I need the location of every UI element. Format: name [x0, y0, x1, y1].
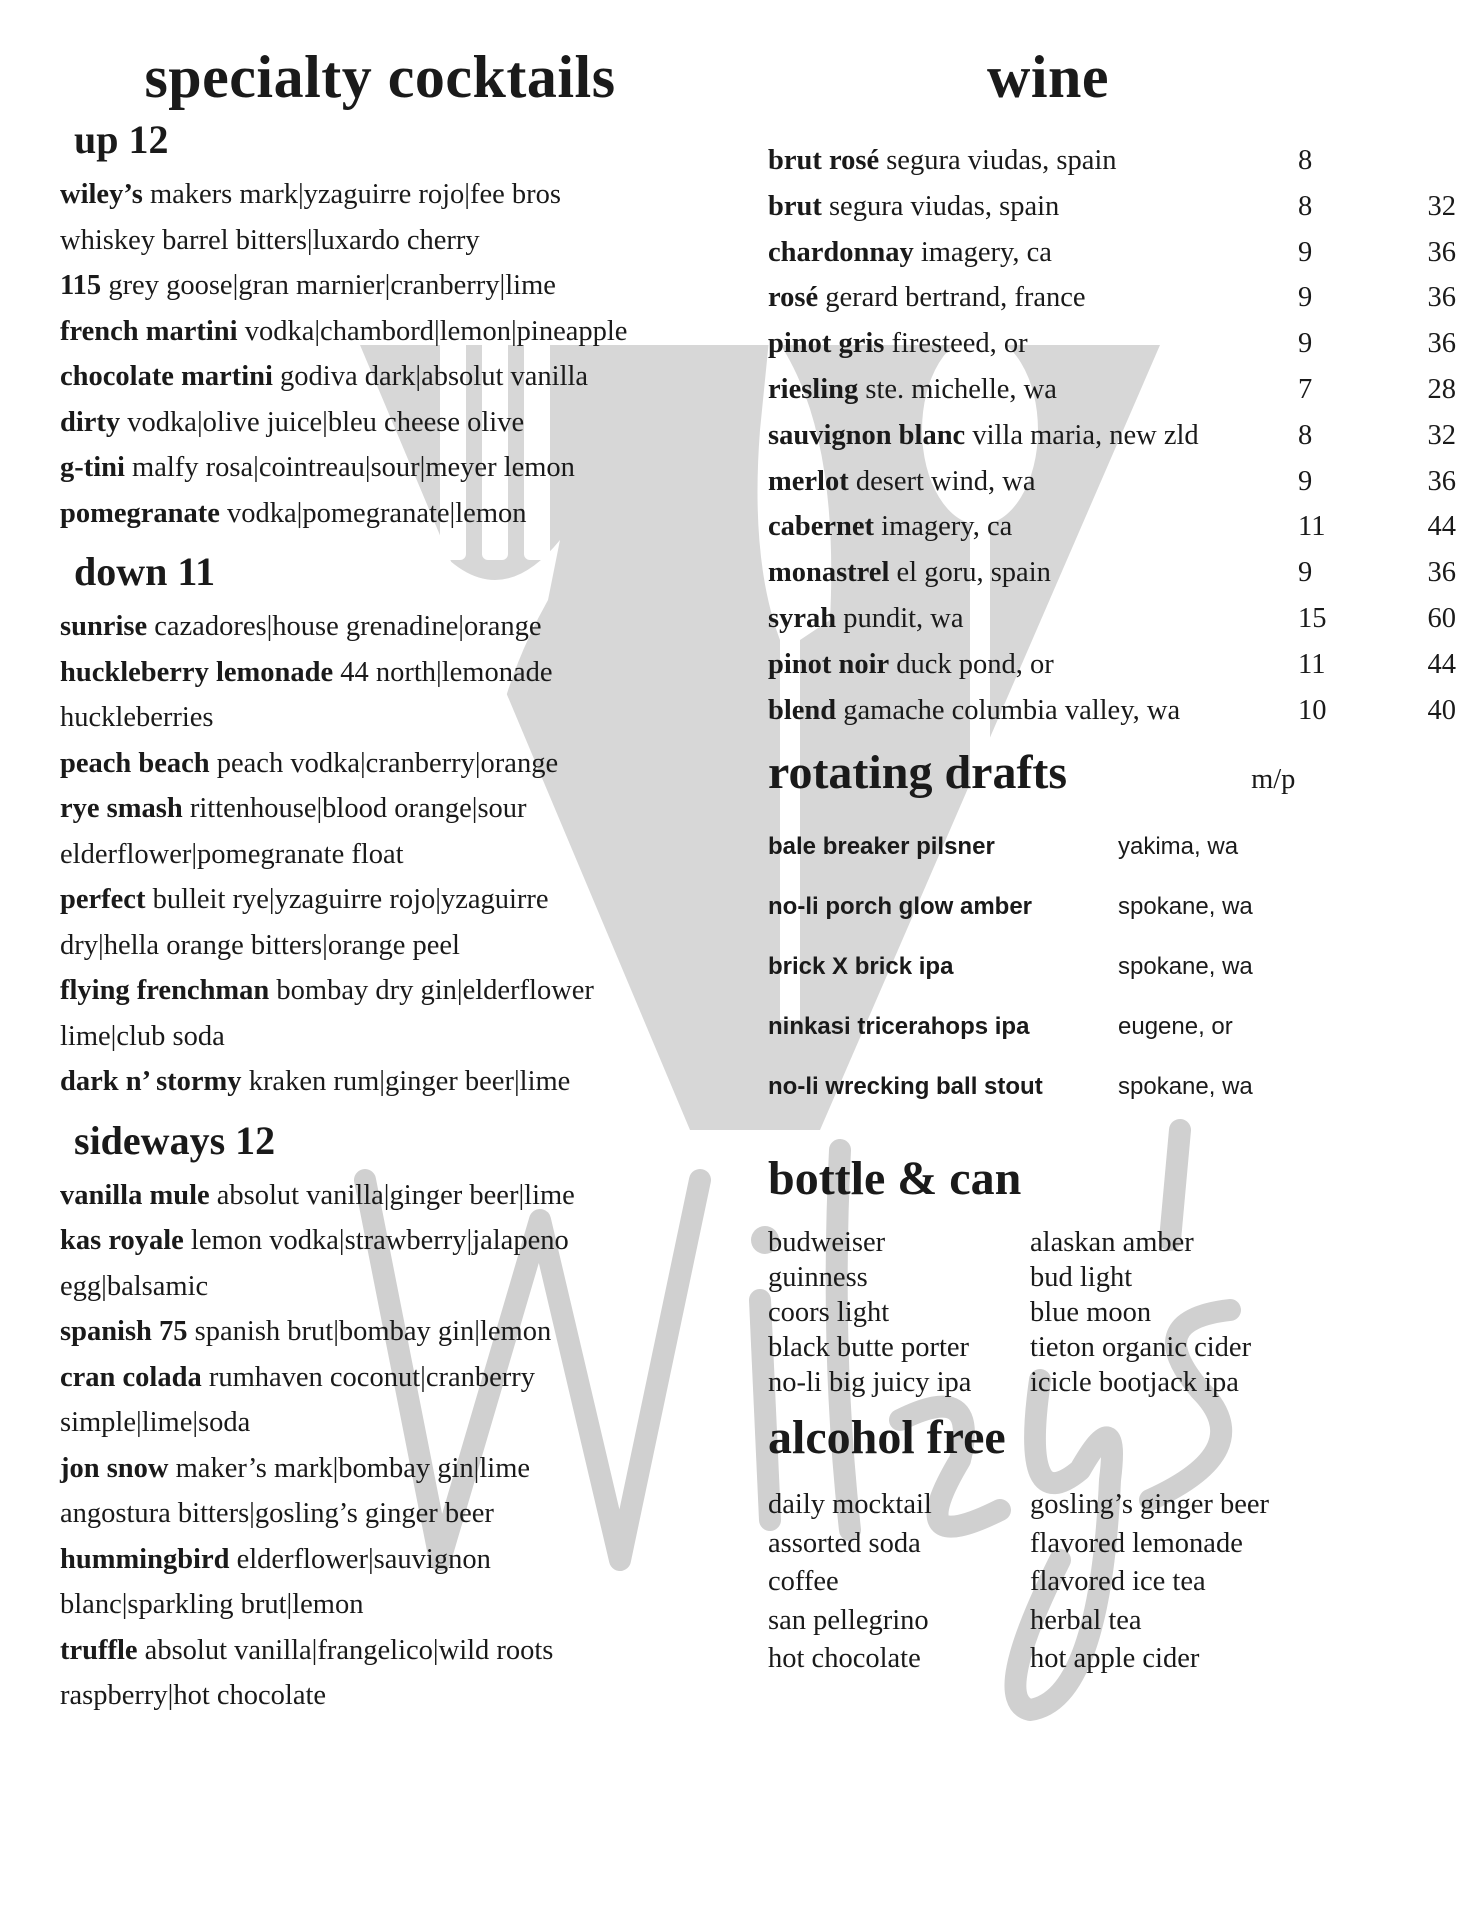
cocktail-ingredients: makers mark|yzaguirre rojo|fee bros	[142, 179, 561, 210]
list-item: san pellegrino	[768, 1604, 929, 1636]
wine-item	[768, 504, 1458, 550]
draft-name: bale breaker pilsner	[768, 833, 995, 861]
cocktail-name: huckleberry lemonade	[60, 656, 334, 688]
cocktail-name: hummingbird	[60, 1543, 230, 1575]
wine-item	[768, 413, 1458, 459]
wine-item	[768, 596, 1458, 642]
cocktail-ingredients: kraken rum|ginger beer|lime	[241, 1066, 571, 1097]
drafts-price: m/p	[1251, 764, 1296, 796]
wine-producer: gerard bertrand, france	[818, 282, 1086, 314]
list-item: coors light	[768, 1297, 890, 1329]
draft-item	[768, 1057, 1458, 1117]
wine-desc	[768, 184, 1298, 230]
draft-item	[768, 877, 1458, 937]
wine-producer: el goru, spain	[889, 557, 1051, 589]
cocktail-ingredients: vodka|chambord|lemon|pineapple	[237, 315, 628, 347]
wine-desc	[768, 504, 1298, 550]
cocktail-line	[60, 400, 740, 446]
wine-desc	[768, 230, 1298, 276]
draft-location: eugene, or	[1118, 1013, 1233, 1041]
cocktail-line	[60, 1673, 740, 1719]
wine-varietal: pinot noir	[768, 648, 890, 680]
list-item: coffee	[768, 1566, 839, 1598]
cocktail-line	[60, 1628, 740, 1674]
wine-producer: desert wind, wa	[848, 465, 1036, 497]
draft-name: no-li wrecking ball stout	[768, 1073, 1043, 1101]
wine-varietal: brut	[768, 190, 822, 222]
cocktail-name: cran colada	[60, 1361, 202, 1393]
section-name: down	[74, 549, 168, 594]
cocktail-ingredients: raspberry|hot chocolate	[60, 1680, 327, 1711]
wine-list	[768, 138, 1458, 733]
cocktail-name: peach beach	[60, 747, 210, 779]
wine-producer: villa maria, new zld	[965, 419, 1199, 451]
wine-varietal: riesling	[768, 373, 859, 405]
draft-name: brick X brick ipa	[768, 953, 954, 981]
wine-glass-price: 10	[1298, 694, 1327, 726]
list-item: herbal tea	[1030, 1604, 1142, 1636]
cocktail-line	[60, 1309, 740, 1355]
wine-glass-price: 7	[1298, 373, 1313, 405]
wine-glass-price: 9	[1298, 282, 1313, 314]
section-price: 12	[128, 117, 169, 162]
cocktail-section	[60, 546, 740, 1105]
draft-item	[768, 937, 1458, 997]
wine-item	[768, 459, 1458, 505]
wine-glass-price: 9	[1298, 465, 1313, 497]
cocktail-line	[60, 309, 740, 355]
cocktail-ingredients: blanc|sparkling brut|lemon	[60, 1589, 364, 1620]
wine-bottle-price: 40	[1427, 694, 1456, 726]
wine-desc	[768, 321, 1298, 367]
wine-bottle-price: 36	[1427, 328, 1456, 360]
cocktail-ingredients: rittenhouse|blood orange|sour	[182, 793, 527, 824]
cocktail-line	[60, 1173, 740, 1219]
cocktails-column	[60, 40, 740, 1729]
cocktail-ingredients: grey goose|gran marnier|cranberry|lime	[101, 270, 556, 301]
cocktail-ingredients: absolut vanilla|frangelico|wild roots	[137, 1634, 554, 1666]
list-item: budweiser	[768, 1227, 886, 1259]
cocktail-line	[60, 263, 740, 309]
wine-bottle-price: 32	[1427, 190, 1456, 222]
list-item: daily mocktail	[768, 1489, 932, 1521]
cocktail-name: dark n’ stormy	[60, 1066, 242, 1097]
cocktail-name: rye smash	[60, 793, 183, 824]
list-item: no-li big juicy ipa	[768, 1367, 972, 1399]
alcohol-free-title: alcohol free	[768, 1411, 1006, 1465]
cocktail-line	[60, 1355, 740, 1401]
cocktail-ingredients: dry|hella orange bitters|orange peel	[60, 929, 460, 961]
cocktail-line	[60, 1264, 740, 1310]
wine-bottle-price: 36	[1427, 282, 1456, 314]
drafts-list	[768, 817, 1458, 1117]
wine-producer: duck pond, or	[889, 648, 1054, 680]
wine-varietal: rosé	[768, 282, 819, 314]
cocktail-line	[60, 832, 740, 878]
cocktail-line	[60, 354, 740, 400]
cocktail-name: jon snow	[60, 1452, 169, 1484]
cocktail-ingredients: vodka|olive juice|bleu cheese olive	[120, 406, 525, 438]
cocktail-line	[60, 491, 740, 537]
wine-desc	[768, 642, 1298, 688]
wine-bottle-price: 28	[1427, 373, 1456, 405]
wine-varietal: syrah	[768, 602, 837, 634]
wine-bottle-price	[1386, 138, 1456, 184]
wine-glass-price: 8	[1298, 419, 1313, 451]
cocktail-name: perfect	[60, 884, 146, 915]
wine-bottle-price: 36	[1427, 236, 1456, 268]
wine-bottle-price: 44	[1427, 511, 1456, 543]
cocktail-line	[60, 968, 740, 1014]
cocktail-ingredients: peach vodka|cranberry|orange	[209, 747, 559, 779]
cocktail-line	[60, 923, 740, 969]
list-item: hot apple cider	[1030, 1643, 1200, 1675]
cocktail-ingredients: spanish brut|bombay gin|lemon	[187, 1316, 552, 1347]
list-item: guinness	[768, 1262, 868, 1294]
list-item: alaskan amber	[1030, 1227, 1194, 1259]
cocktail-ingredients: 44 north|lemonade	[333, 656, 553, 688]
draft-location: yakima, wa	[1118, 833, 1239, 861]
wine-item	[768, 642, 1458, 688]
cocktail-ingredients: angostura bitters|gosling’s ginger beer	[60, 1498, 494, 1529]
list-item: blue moon	[1030, 1297, 1152, 1329]
cocktail-name: 115	[60, 270, 102, 301]
cocktail-line	[60, 445, 740, 491]
cocktail-line	[60, 1059, 740, 1105]
draft-item	[768, 997, 1458, 1057]
wine-item	[768, 550, 1458, 596]
wine-desc	[768, 550, 1298, 596]
cocktail-line	[60, 1491, 740, 1537]
wine-item	[768, 688, 1458, 734]
wine-bottle-price: 32	[1427, 419, 1456, 451]
section-price: 11	[177, 549, 216, 594]
cocktail-line	[60, 650, 740, 696]
cocktail-ingredients: godiva dark|absolut vanilla	[272, 361, 589, 392]
draft-name: no-li porch glow amber	[768, 893, 1033, 921]
wine-desc	[768, 413, 1298, 459]
cocktail-name: g-tini	[60, 452, 125, 483]
list-item: hot chocolate	[768, 1643, 921, 1675]
cocktail-name: vanilla mule	[60, 1179, 210, 1211]
wine-glass-price: 8	[1298, 145, 1313, 176]
wine-desc	[768, 367, 1298, 413]
section-heading	[74, 1115, 740, 1167]
alcohol-free-list	[768, 1486, 1458, 1679]
drafts-header	[768, 743, 1458, 803]
cocktail-line	[60, 786, 740, 832]
draft-location: spokane, wa	[1118, 893, 1253, 921]
cocktail-line	[60, 218, 740, 264]
cocktail-name: dirty	[60, 406, 121, 438]
wine-producer: pundit, wa	[836, 602, 964, 634]
wine-producer: ste. michelle, wa	[858, 373, 1057, 405]
draft-item	[768, 817, 1458, 877]
cocktail-name: pomegranate	[60, 497, 220, 529]
wine-bottle-price: 44	[1427, 648, 1456, 680]
cocktail-line	[60, 1582, 740, 1628]
cocktail-line	[60, 877, 740, 923]
wine-item	[768, 275, 1458, 321]
wine-glass-price: 8	[1298, 190, 1313, 222]
wine-title: wine	[987, 44, 1109, 110]
cocktail-line	[60, 1446, 740, 1492]
cocktail-ingredients: rumhaven coconut|cranberry	[201, 1361, 536, 1393]
cocktail-name: kas royale	[60, 1225, 184, 1256]
cocktail-section	[60, 1115, 740, 1719]
wine-producer: imagery, ca	[913, 236, 1052, 268]
cocktail-ingredients: lime|club soda	[60, 1020, 225, 1052]
cocktail-ingredients: malfy rosa|cointreau|sour|meyer lemon	[124, 452, 575, 483]
wine-item	[768, 138, 1458, 184]
wine-bottle-price: 60	[1427, 602, 1456, 634]
wine-item	[768, 367, 1458, 413]
cocktail-ingredients: lemon vodka|strawberry|jalapeno	[183, 1225, 569, 1256]
cocktail-name: french martini	[60, 315, 238, 347]
draft-location: spokane, wa	[1118, 953, 1253, 981]
wine-varietal: monastrel	[768, 557, 890, 589]
draft-location: spokane, wa	[1118, 1073, 1253, 1101]
cocktail-ingredients: maker’s mark|bombay gin|lime	[168, 1452, 531, 1484]
cocktail-name: truffle	[60, 1634, 138, 1666]
wine-producer: segura viudas, spain	[821, 190, 1060, 222]
section-heading	[74, 546, 740, 598]
cocktail-ingredients: vodka|pomegranate|lemon	[219, 497, 527, 529]
cocktail-line	[60, 695, 740, 741]
list-item: black butte porter	[768, 1332, 970, 1364]
wine-desc	[768, 459, 1298, 505]
wine-glass-price: 15	[1298, 602, 1327, 634]
section-name: up	[74, 117, 119, 162]
bottles-list	[768, 1225, 1458, 1400]
cocktail-ingredients: egg|balsamic	[60, 1270, 209, 1302]
section-price: 12	[235, 1117, 276, 1163]
wine-item	[768, 321, 1458, 367]
wine-desc	[768, 275, 1298, 321]
wine-varietal: chardonnay	[768, 236, 914, 268]
cocktail-line	[60, 1014, 740, 1060]
cocktail-ingredients: absolut vanilla|ginger beer|lime	[209, 1179, 575, 1211]
wine-glass-price: 9	[1298, 557, 1313, 589]
cocktail-ingredients: whiskey barrel bitters|luxardo cherry	[60, 224, 480, 256]
cocktails-title: specialty cocktails	[144, 44, 616, 110]
section-heading	[74, 114, 740, 166]
cocktail-ingredients: simple|lime|soda	[60, 1407, 251, 1438]
list-item: tieton organic cider	[1030, 1332, 1252, 1364]
list-item: bud light	[1030, 1262, 1133, 1294]
list-item: flavored lemonade	[1030, 1527, 1243, 1559]
cocktail-name: spanish 75	[60, 1316, 188, 1347]
drinks-column	[768, 40, 1458, 1679]
draft-name: ninkasi tricerahops ipa	[768, 1013, 1030, 1041]
wine-varietal: cabernet	[768, 511, 875, 543]
wine-producer: segura viudas, spain	[879, 145, 1117, 176]
wine-producer: imagery, ca	[874, 511, 1013, 543]
drafts-title: rotating drafts	[768, 746, 1068, 800]
cocktail-name: flying frenchman	[60, 975, 270, 1006]
list-item: icicle bootjack ipa	[1030, 1367, 1239, 1399]
cocktail-ingredients: elderflower|sauvignon	[229, 1543, 491, 1575]
cocktail-section	[60, 114, 740, 536]
list-item: flavored ice tea	[1030, 1566, 1206, 1598]
wine-bottle-price: 36	[1427, 465, 1456, 497]
wine-desc	[768, 688, 1298, 734]
wine-bottle-price: 36	[1427, 557, 1456, 589]
cocktail-ingredients: bulleit rye|yzaguirre rojo|yzaguirre	[145, 884, 549, 915]
cocktail-ingredients: huckleberries	[60, 702, 214, 733]
cocktail-name: sunrise	[60, 611, 148, 642]
wine-producer: gamache columbia valley, wa	[836, 694, 1181, 726]
wine-varietal: brut rosé	[768, 145, 880, 176]
cocktail-line	[60, 1218, 740, 1264]
wine-varietal: blend	[768, 694, 837, 726]
cocktail-ingredients: bombay dry gin|elderflower	[269, 975, 594, 1006]
wine-glass-price: 11	[1298, 648, 1326, 680]
cocktail-line	[60, 604, 740, 650]
wine-glass-price: 9	[1298, 328, 1313, 360]
section-name: sideways	[74, 1117, 226, 1163]
wine-desc	[768, 138, 1298, 184]
wine-item	[768, 230, 1458, 276]
cocktail-line	[60, 1400, 740, 1446]
list-item: gosling’s ginger beer	[1030, 1489, 1270, 1521]
list-item: assorted soda	[768, 1527, 921, 1559]
cocktail-ingredients: cazadores|house grenadine|orange	[147, 611, 542, 642]
cocktail-name: chocolate martini	[60, 361, 273, 392]
cocktail-line	[60, 1537, 740, 1583]
cocktail-line	[60, 172, 740, 218]
wine-glass-price: 9	[1298, 236, 1313, 268]
cocktail-name: wiley’s	[60, 179, 143, 210]
wine-varietal: pinot gris	[768, 328, 885, 360]
wine-varietal: merlot	[768, 465, 849, 497]
wine-desc	[768, 596, 1298, 642]
wine-varietal: sauvignon blanc	[768, 419, 966, 451]
cocktail-sections	[60, 114, 740, 1719]
cocktail-ingredients: elderflower|pomegranate float	[60, 838, 404, 870]
wine-producer: firesteed, or	[884, 328, 1028, 360]
cocktail-line	[60, 741, 740, 787]
bottles-title: bottle & can	[768, 1152, 1022, 1206]
wine-item	[768, 184, 1458, 230]
wine-glass-price: 11	[1298, 511, 1326, 543]
